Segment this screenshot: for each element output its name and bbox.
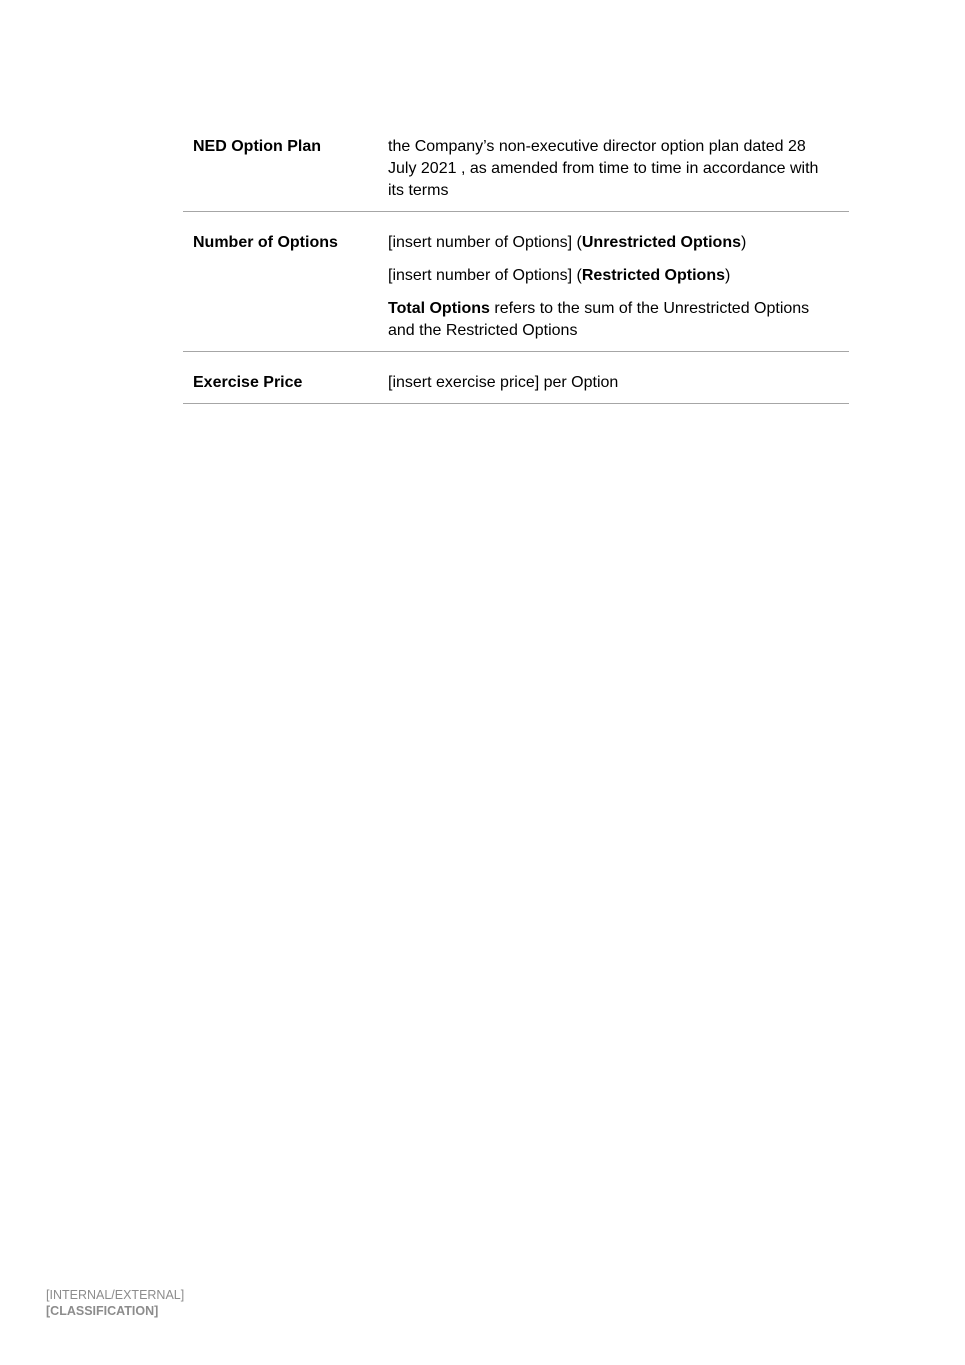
defined-term: Unrestricted Options (581, 234, 741, 251)
terms-table (183, 126, 849, 404)
term-value (388, 232, 838, 342)
line-text: [insert number of Options] ( (388, 234, 582, 251)
term-value-text: [insert exercise price] per Option (388, 374, 619, 391)
line-text: ) (741, 234, 747, 251)
term-row-exercise-price (183, 352, 849, 404)
term-row-number-of-options (183, 212, 849, 352)
line-text: ) (725, 267, 731, 284)
term-row-ned-option-plan (183, 126, 849, 212)
defined-term: Restricted Options (581, 267, 725, 284)
term-value-text: the Company’s non-executive director option plan dated 28 July 2021 , as amended from time to time in accordance with its terms (388, 138, 819, 199)
term-value (388, 372, 838, 394)
term-label: Exercise Price (193, 374, 303, 391)
defined-term: Total Options (388, 300, 490, 317)
term-label: NED Option Plan (193, 138, 321, 155)
line-text: refers to the sum of the Unrestricted Options and the Restricted Options (388, 300, 810, 339)
footer-classification: [CLASSIFICATION] (46, 1304, 159, 1318)
classification-footer (46, 1287, 184, 1319)
restricted-options-line (388, 265, 838, 287)
total-options-line (388, 298, 838, 342)
footer-internal-external: [INTERNAL/EXTERNAL] (46, 1288, 185, 1302)
unrestricted-options-line (388, 232, 838, 254)
line-text: [insert number of Options] ( (388, 267, 582, 284)
term-value (388, 136, 838, 202)
term-label: Number of Options (193, 234, 338, 251)
